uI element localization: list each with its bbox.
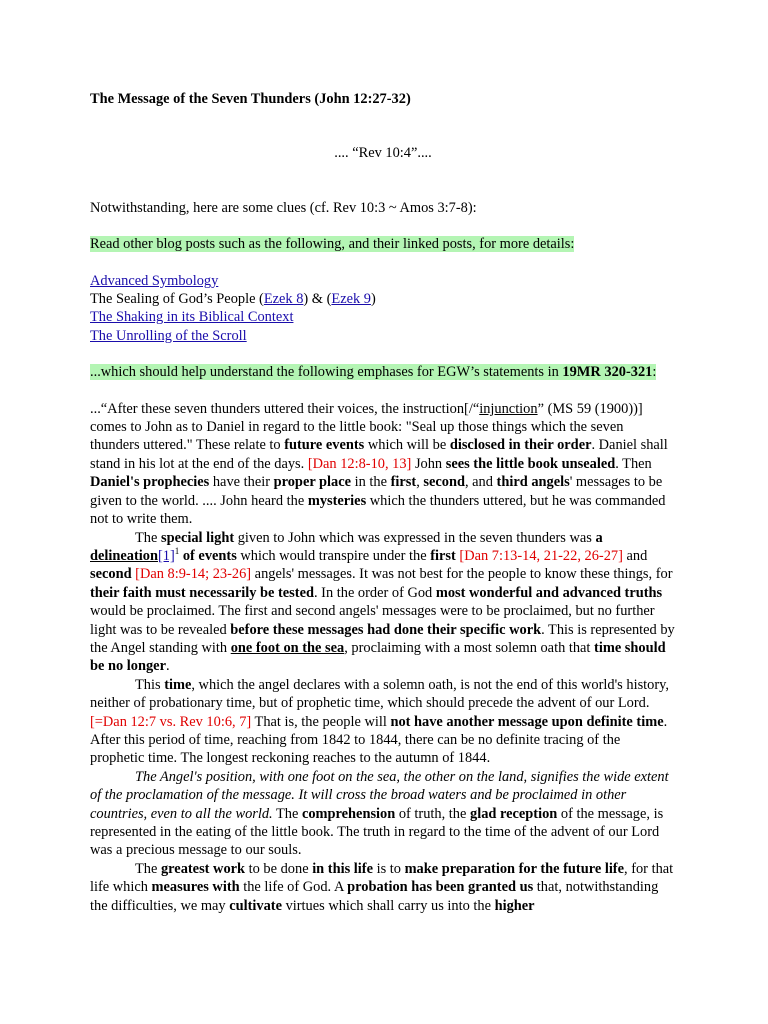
document-body xyxy=(90,90,676,915)
scripture-ref: [Dan 7:13-14, 21-22, 26-27] xyxy=(455,547,623,564)
paragraph-5: The greatest work to be done in this life is to make preparation for the future life, for that life which measures with the life of God. A probation has been granted us that, notwithstanding the difficulties, we may cultivate virtues which shall carry us into the higher xyxy=(90,860,674,914)
highlight-read-other: Read other blog posts such as the following, and their linked posts, for more details: xyxy=(90,236,575,253)
clues-line: Notwithstanding, here are some clues (cf. Rev 10:3 ~ Amos 3:7-8): xyxy=(90,199,477,216)
link-advanced-symbology[interactable]: Advanced Symbology xyxy=(90,272,219,289)
link-unrolling-scroll[interactable]: The Unrolling of the Scroll xyxy=(90,327,247,344)
link-ezek-9[interactable]: Ezek 9 xyxy=(331,291,371,308)
scripture-ref: [Dan 8:9-14; 23-26] xyxy=(131,566,252,583)
paragraph-3: This time, which the angel declares with a solemn oath, is not the end of this world's history, neither of probationary time, but of prophetic time, which should precede the advent of our Lord. [=Dan 12:7 vs. Rev 10:6, 7] That is, the people will not have another message upon definite time. After this period of time, reaching from 1842 to 1844, there can be no definite tracing of the prophetic time. The longest reckoning reaches to the autumn of 1844. xyxy=(90,676,670,767)
paragraph-1: ...“After these seven thunders uttered their voices, the instruction[/“injunction” (MS 59 (1900))] comes to John as to Daniel in regard to the little book: "Seal up those things which the seven thunders uttered." These relate to future events which will be disclosed in their order. Daniel shall stand in his lot at the end of the days. [Dan 12:8-10, 13] John sees the little book unsealed. Then Daniel's prophecies have their proper place in the first, second, and third angels' messages to be given to the world. .... John heard the mysteries which the thunders uttered, but he was commanded not to write them. xyxy=(90,400,668,528)
page-title: The Message of the Seven Thunders (John 12:27-32) xyxy=(90,91,411,107)
paragraph-4: The Angel's position, with one foot on the sea, the other on the land, signifies the wide extent of the proclamation of the message. It will cross the broad waters and be proclaimed in other countries, even to all the world. The comprehension of truth, the glad reception of the message, is represented in the eating of the little book. The truth in regard to the time of the advent of our Lord was a precious message to our souls. xyxy=(90,768,669,859)
footnote-marker: 1 xyxy=(174,546,180,557)
scripture-ref: [Dan 12:8-10, 13] xyxy=(307,455,412,472)
scripture-ref: [=Dan 12:7 vs. Rev 10:6, 7] xyxy=(90,713,252,730)
read-other-note xyxy=(90,235,676,253)
reference-19mr: 19MR 320-321 xyxy=(562,364,653,381)
paragraph-2: The special light given to John which was expressed in the seven thunders was a $delineation[1]^1$ of events which would transpire under the first [Dan 7:13-14, 21-22, 26-27] and second [Dan 8:9-14; 23-26] angels' messages. It was not best for the people to know these things, for their faith must necessarily be tested. In the order of God most wonderful and advanced truths would be proclaimed. The first and second angels' messages were to be proclaimed, but no further light was to be revealed before these messages had done their specific work. This is represented by the Angel standing with one foot on the sea, proclaiming with a most solemn oath that time should be no longer. xyxy=(90,529,675,675)
link-shaking[interactable]: The Shaking in its Biblical Context xyxy=(90,309,294,326)
sealing-line: The Sealing of God’s People (Ezek 8) & (Ezek 9) xyxy=(90,291,376,308)
emphases-intro: ...which should help understand the following emphases for EGW’s statements in 19MR 320-321: xyxy=(90,364,657,381)
rev-reference: .... “Rev 10:4”.... xyxy=(334,145,432,162)
footnote-link[interactable]: [1] xyxy=(157,547,175,564)
blog-links xyxy=(90,272,676,346)
link-ezek-8[interactable]: Ezek 8 xyxy=(263,291,304,308)
